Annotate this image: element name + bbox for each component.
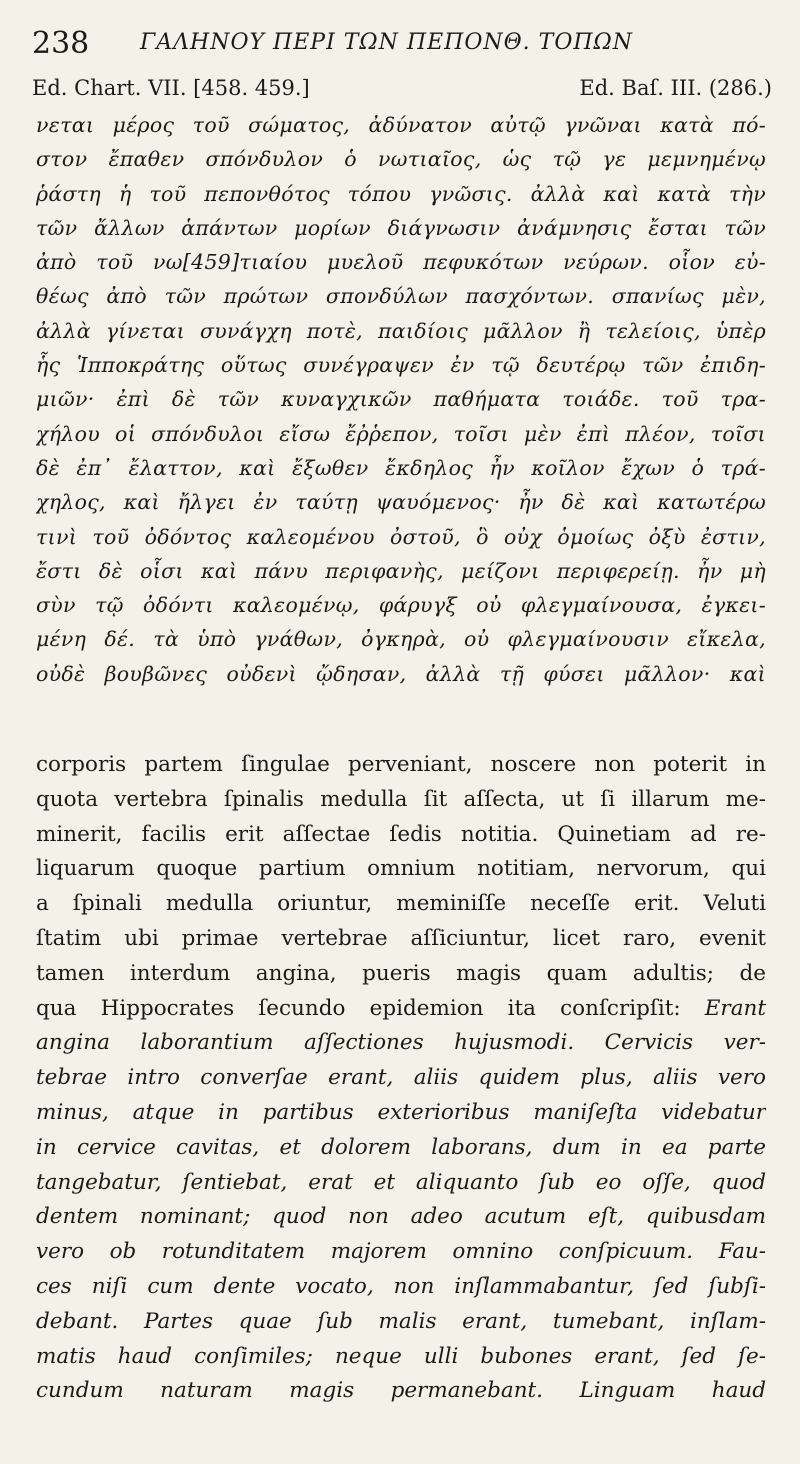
greek-line: νεται μέρος τοῦ σώματος, ἀδύνατον αὐτῷ γνῶναι κατὰ πό-	[36, 113, 766, 137]
latin-line	[36, 1305, 766, 1340]
latin-line	[36, 1340, 766, 1375]
edition-references	[32, 76, 772, 104]
greek-line: οὐδὲ βουβῶνες οὐδενὶ ᾤδησαν, ἀλλὰ τῇ φύσει μᾶλλον· καὶ	[36, 661, 766, 686]
latin-line	[36, 818, 766, 853]
latin-roman-text: tamen interdum angina, pueris magis quam adultis; de	[36, 960, 766, 986]
greek-text-block	[36, 108, 766, 691]
latin-roman-text: minerit, facilis erit aſſectae ſedis notitia. Quinetiam ad re-	[36, 821, 766, 847]
latin-line	[36, 1235, 766, 1270]
latin-italic-text: ces niſi cum dente vocato, non inſlammabantur, ſed ſubſi-	[36, 1273, 766, 1299]
latin-roman-text: corporis partem ſingulae perveniant, noscere non poterit in	[36, 752, 766, 777]
latin-roman-text: qua Hippocrates ſecundo epidemion ita conſcripſit:	[36, 995, 705, 1021]
latin-line	[36, 783, 766, 818]
latin-roman-text: quota vertebra ſpinalis medulla ſit aſſecta, ut ſi illarum me-	[36, 786, 766, 812]
latin-line	[36, 1061, 766, 1096]
greek-line: μιῶν· ἐπὶ δὲ τῶν κυναγχικῶν παθήματα τοιάδε. τοῦ τρα-	[36, 387, 766, 412]
running-title: ΓΑΛΗΝΟΥ ΠΕΡΙ ΤΩΝ ΠΕΠΟΝΘ. ΤΟΠΩΝ	[140, 30, 634, 55]
latin-italic-text: angina laborantium aſſectiones hujusmodi. Cervicis ver-	[36, 1030, 766, 1056]
latin-line	[36, 922, 766, 957]
greek-line: στον ἔπαθεν σπόνδυλον ὁ νωτιαῖος, ὡς τῷ γε μεμνημένῳ	[36, 147, 766, 172]
latin-italic-text: tangebatur, ſentiebat, erat et aliquanto ſub eo oſſe, quod	[36, 1169, 766, 1195]
latin-italic-text: tebrae intro converſae erant, aliis quidem plus, aliis vero	[36, 1065, 766, 1091]
greek-line: χηλος, καὶ ἤλγει ἐν ταύτῃ ψαυόμενος· ἦν δὲ καὶ κατωτέρω	[36, 490, 766, 515]
latin-text-block	[36, 748, 766, 1409]
latin-line	[36, 1200, 766, 1235]
latin-italic-text: cundum naturam magis permanebant. Linguam haud	[36, 1378, 766, 1404]
greek-line: θέως ἀπὸ τῶν πρώτων σπονδύλων πασχόντων. σπανίως μὲν,	[36, 284, 766, 309]
greek-line: ἀλλὰ γίνεται συνάγχη ποτὲ, παιδίοις μᾶλλον ἢ τελείοις, ὑπὲρ	[36, 318, 766, 343]
page-number: 238	[32, 26, 90, 61]
greek-line: ἔστι δὲ οἷσι καὶ πάνυ περιφανὴς, μείζονι περιφερείῃ. ἦν μὴ	[36, 558, 766, 583]
edition-chart-ref: Ed. Chart. VII. [458. 459.]	[32, 76, 310, 100]
latin-line	[36, 1131, 766, 1166]
greek-line: μένη δέ. τὰ ὑπὸ γνάθων, ὀγκηρὰ, οὐ φλεγμαίνουσιν εἴκελα,	[36, 627, 766, 652]
latin-italic-text: Erant	[704, 995, 766, 1021]
greek-line: σὺν τῷ ὀδόντι καλεομένῳ, φάρυγξ οὐ φλεγμαίνουσα, ἐγκει-	[36, 593, 766, 618]
latin-line	[36, 852, 766, 887]
latin-line	[36, 992, 766, 1027]
latin-line	[36, 748, 766, 783]
latin-roman-text: ſtatim ubi primae vertebrae aſſiciuntur, licet raro, evenit	[36, 925, 766, 951]
latin-line	[36, 1270, 766, 1305]
greek-line: δὲ ἐπ᾽ ἔλαττον, καὶ ἔξωθεν ἔκδηλος ἦν κοῖλον ἔχων ὁ τρά-	[36, 455, 766, 480]
latin-italic-text: minus, atque in partibus exterioribus maniſeſta videbatur	[36, 1099, 766, 1125]
latin-italic-text: vero ob rotunditatem majorem omnino conſpicuum. Fau-	[36, 1239, 766, 1265]
latin-italic-text: in cervice cavitas, et dolorem laborans, dum in ea parte	[36, 1134, 766, 1160]
latin-roman-text: liquarum quoque partium omnium notitiam, nervorum, qui	[36, 856, 766, 882]
edition-basel-ref: Ed. Baſ. III. (286.)	[579, 76, 772, 100]
latin-line	[36, 1166, 766, 1201]
page-header	[32, 26, 772, 66]
latin-roman-text: a ſpinali medulla oriuntur, meminiſſe neceſſe erit. Veluti	[36, 891, 766, 917]
greek-line: ῥάστη ἡ τοῦ πεπονθότος τόπου γνῶσις. ἀλλὰ καὶ κατὰ τὴν	[36, 181, 766, 206]
greek-line: ἀπὸ τοῦ νω[459]τιαίου μυελοῦ πεφυκότων νεύρων. οἷον εὐ-	[36, 250, 766, 275]
latin-line	[36, 1096, 766, 1131]
latin-line	[36, 1374, 766, 1409]
latin-line	[36, 887, 766, 922]
greek-line: τῶν ἄλλων ἁπάντων μορίων διάγνωσιν ἀνάμνησις ἔσται τῶν	[36, 215, 766, 240]
latin-line	[36, 957, 766, 992]
latin-italic-text: matis haud conſimiles; neque ulli bubones erant, ſed ſe-	[36, 1343, 766, 1369]
greek-line: τινὶ τοῦ ὀδόντος καλεομένου ὀστοῦ, ὃ οὐχ ὁμοίως ὀξὺ ἐστιν,	[36, 524, 766, 549]
latin-line	[36, 1026, 766, 1061]
greek-line: ἧς Ἱπποκράτης οὕτως συνέγραψεν ἐν τῷ δευτέρῳ τῶν ἐπιδη-	[36, 353, 766, 378]
greek-line: χήλου οἱ σπόνδυλοι εἴσω ἔῤῥεπον, τοῖσι μὲν ἐπὶ πλέον, τοῖσι	[36, 421, 766, 446]
latin-italic-text: dentem nominant; quod non adeo acutum eſt, quibusdam	[36, 1204, 766, 1230]
latin-italic-text: debant. Partes quae ſub malis erant, tumebant, inſlam-	[36, 1308, 766, 1334]
